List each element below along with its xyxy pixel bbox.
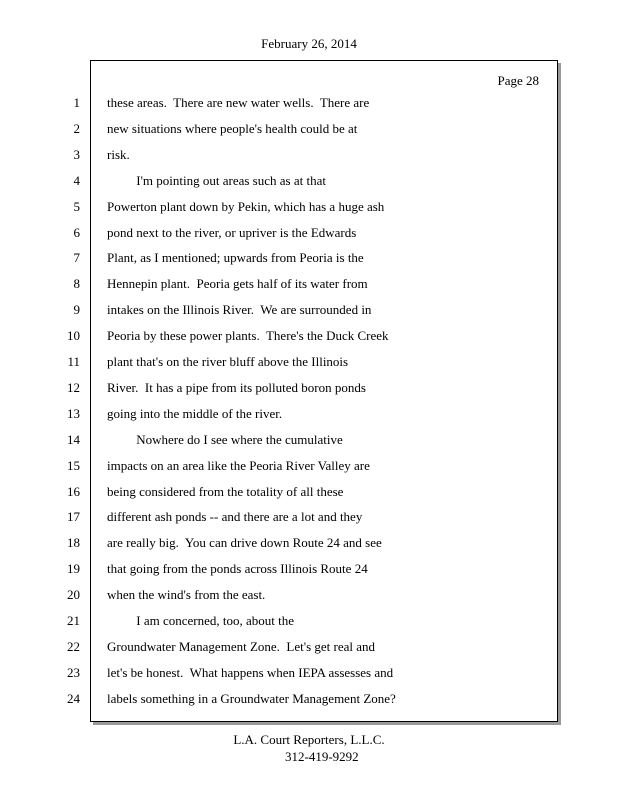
line-number: 13 [67, 406, 80, 421]
line-text: when the wind's from the east. [107, 587, 266, 602]
line-text: these areas. There are new water wells. There are [107, 95, 370, 110]
line-number: 14 [67, 432, 80, 447]
line-number: 15 [67, 458, 80, 473]
line-text: River. It has a pipe from its polluted boron ponds [107, 380, 366, 395]
line-text: Hennepin plant. Peoria gets half of its water from [107, 276, 368, 291]
line-text: Peoria by these power plants. There's the Duck Creek [107, 328, 389, 343]
line-text: labels something in a Groundwater Management Zone? [107, 691, 396, 706]
line-text: different ash ponds -- and there are a lot and they [107, 509, 363, 524]
line-number: 24 [67, 691, 80, 706]
line-number: 6 [73, 225, 80, 240]
page-number: Page 28 [497, 73, 539, 88]
line-number: 18 [67, 535, 80, 550]
line-number: 17 [67, 509, 80, 524]
line-number: 22 [67, 639, 80, 654]
line-text: risk. [107, 147, 130, 162]
line-text: Plant, as I mentioned; upwards from Peoria is the [107, 250, 364, 265]
line-number: 16 [67, 484, 80, 499]
line-text: are really big. You can drive down Route 24 and see [107, 535, 382, 550]
line-text: I am concerned, too, about the [107, 613, 294, 628]
line-text: plant that's on the river bluff above the Illinois [107, 354, 349, 369]
line-text: Nowhere do I see where the cumulative [107, 432, 343, 447]
footer-company: L.A. Court Reporters, L.L.C. [233, 732, 385, 747]
line-number: 19 [67, 561, 80, 576]
line-text: pond next to the river, or upriver is the Edwards [107, 225, 357, 240]
line-number: 12 [67, 380, 80, 395]
line-text: going into the middle of the river. [107, 406, 283, 421]
line-number: 10 [67, 328, 80, 343]
line-number: 9 [73, 302, 80, 317]
line-number: 20 [67, 587, 80, 602]
line-number: 4 [73, 173, 80, 188]
line-text: Groundwater Management Zone. Let's get real and [107, 639, 376, 654]
header-date: February 26, 2014 [261, 36, 357, 51]
line-number: 23 [67, 665, 80, 680]
line-number: 21 [67, 613, 80, 628]
line-text: Powerton plant down by Pekin, which has a huge ash [107, 199, 385, 214]
line-number: 11 [67, 354, 80, 369]
line-number: 7 [73, 250, 80, 265]
line-number: 3 [73, 147, 80, 162]
line-number: 2 [73, 121, 80, 136]
line-text: being considered from the totality of all these [107, 484, 344, 499]
line-number: 8 [73, 276, 80, 291]
line-number: 5 [73, 199, 80, 214]
line-text: that going from the ponds across Illinois Route 24 [107, 561, 368, 576]
line-number: 1 [73, 95, 80, 110]
line-text: let's be honest. What happens when IEPA assesses and [107, 665, 394, 680]
line-text: intakes on the Illinois River. We are surrounded in [107, 302, 372, 317]
line-text: I'm pointing out areas such as at that [107, 173, 326, 188]
footer-phone: 312-419-9292 [285, 749, 359, 764]
line-text: new situations where people's health could be at [107, 121, 358, 136]
line-text: impacts on an area like the Peoria River Valley are [107, 458, 370, 473]
